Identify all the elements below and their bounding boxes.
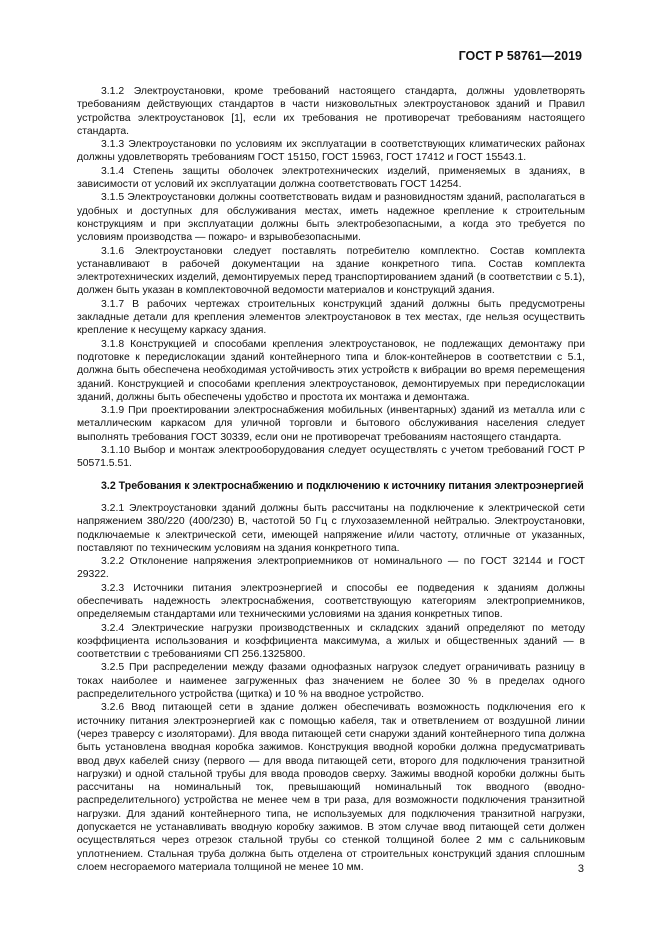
paragraph-3-1-3: 3.1.3 Электроустановки по условиям их эксплуатации в соответствующих климатических районах должны удовлетворять требованиям ГОСТ 15150, ГОСТ 15963, ГОСТ 17412 и ГОСТ 15543.1. [77, 139, 585, 164]
paragraph-3-2-3: 3.2.3 Источники питания электроэнергией и способы ее подведения к зданиям должны обеспечивать надежность электроснабжения, соответствующую категориям электроприемников, определяемым стандартами или техническими условиями на здания конкретных типов. [77, 582, 585, 621]
document-body [77, 85, 585, 874]
paragraph-3-1-8: 3.1.8 Конструкцией и способами крепления электроустановок, не подлежащих демонтажу при подготовке к передислокации зданий контейнерного типа и блок-контейнеров в соответствии с 5.1, должна быть обеспечена необходимая устойчивость этих устройств к вибрации во время перемещения зданий. Конструкцией и способами крепления электроустановок, демонтируемых при передислокации зданий, должны быть обеспечены удобство и простота их монтажа и демонтажа. [77, 338, 585, 403]
paragraph-3-2-1: 3.2.1 Электроустановки зданий должны быть рассчитаны на подключение к электрической сети напряжением 380/220 (400/230) В, частотой 50 Гц с глухозаземленной нейтралью. Электроустановки, подключаемые к электрической сети, имеющей напряжение и/или частоту, отличные от указанных, поставляют по техническим условиям на здания конкретного типа. [77, 502, 585, 554]
paragraph-3-1-5: 3.1.5 Электроустановки должны соответствовать видам и разновидностям зданий, располагаться в удобных и доступных для обслуживания местах, иметь надежное крепление к строительным конструкциям и при эксплуатации должны быть электробезопасными, а когда это требуется по условиям производства — пожаро- и взрывобезопасными. [77, 192, 585, 244]
paragraph-3-2-2: 3.2.2 Отклонение напряжения электроприемников от номинального — по ГОСТ 32144 и ГОСТ 29322. [77, 556, 585, 581]
page-number: 3 [577, 863, 584, 875]
paragraph-3-1-10: 3.1.10 Выбор и монтаж электрооборудования следует осуществлять с учетом требований ГОСТ Р 50571.5.51. [77, 445, 585, 470]
paragraph-3-2-5: 3.2.5 При распределении между фазами однофазных нагрузок следует ограничивать разницу в токах наиболее и наименее загруженных фаз значением не более 30 % в пределах одного распределительного устройства (щитка) и 10 % на вводное устройство. [77, 662, 585, 701]
paragraph-3-1-7: 3.1.7 В рабочих чертежах строительных конструкций зданий должны быть предусмотрены закладные детали для крепления элементов электроустановок в тех местах, где нельзя осуществить крепление к несущему каркасу здания. [77, 298, 585, 337]
paragraph-3-1-2: 3.1.2 Электроустановки, кроме требований настоящего стандарта, должны удовлетворять требованиям действующих стандартов в части низковольтных электроустановок зданий и Правил устройства электроустановок [1], если их требования не противоречат требованиям настоящего стандарта. [77, 86, 585, 137]
section-heading-3-2: 3.2 Требования к электроснабжению и подключению к источнику питания электроэнергией [101, 479, 584, 492]
paragraph-3-1-4: 3.1.4 Степень защиты оболочек электротехнических изделий, применяемых в зданиях, в зависимости от условий их эксплуатации должна соответствовать ГОСТ 14254. [77, 165, 585, 191]
page-header-standard-code: ГОСТ Р 58761—2019 [458, 49, 582, 63]
paragraph-3-2-4: 3.2.4 Электрические нагрузки производственных и складских зданий определяют по методу коэффициента использования и коэффициента максимума, а жилых и общественных зданий — в соответствии с требованиями СП 256.1325800. [77, 622, 585, 661]
paragraph-3-1-9: 3.1.9 При проектировании электроснабжения мобильных (инвентарных) зданий из металла или с металлическим каркасом для уличной торговли и бытового обслуживания населения следует выполнять требования ГОСТ 30339, если они не противоречат требованиям настоящего стандарта. [77, 405, 585, 443]
paragraph-3-1-6: 3.1.6 Электроустановки следует поставлять потребителю комплектно. Состав комплекта устанавливают в рабочей документации на здание конкретного типа. Состав комплекта электротехнических изделий, демонтируемых перед транспортированием зданий (в соответствии с 5.1), должен быть указан в комплектовочной ведомости материалов и конструкций здания. [77, 245, 585, 297]
paragraph-3-2-6: 3.2.6 Ввод питающей сети в здание должен обеспечивать возможность подключения его к источнику питания электроэнергией как с помощью кабеля, так и ответвлением от воздушной линии (через траверсу с изоляторами). Для ввода питающей сети снаружи зданий контейнерного типа должна быть установлена вводная коробка зажимов. Конструкция вводной коробки должна предусматривать ввод двух кабелей снизу (первого — для ввода питающей сети, второго для подключения транзитной нагрузки) и одной стальной трубы для ввода проводов сверху. Зажимы вводной коробки должны быть рассчитаны на номинальный ток, превышающий номинальный ток вводного (вводно-распределительного) устройства не менее чем в три раза, для возможности подключения транзитной нагрузки. Для зданий контейнерного типа, не используемых для подключения транзитной нагрузки, допускается не устанавливать вводную коробку зажимов. В этом случае ввод питающей сети должен осуществляться через отрезок стальной трубы со стенкой толщиной более 2 мм с сальниковым уплотнением. Стальная труба должна быть отделена от строительных конструкций здания сплошным слоем несгораемого материала толщиной не менее 10 мм. [77, 702, 585, 873]
